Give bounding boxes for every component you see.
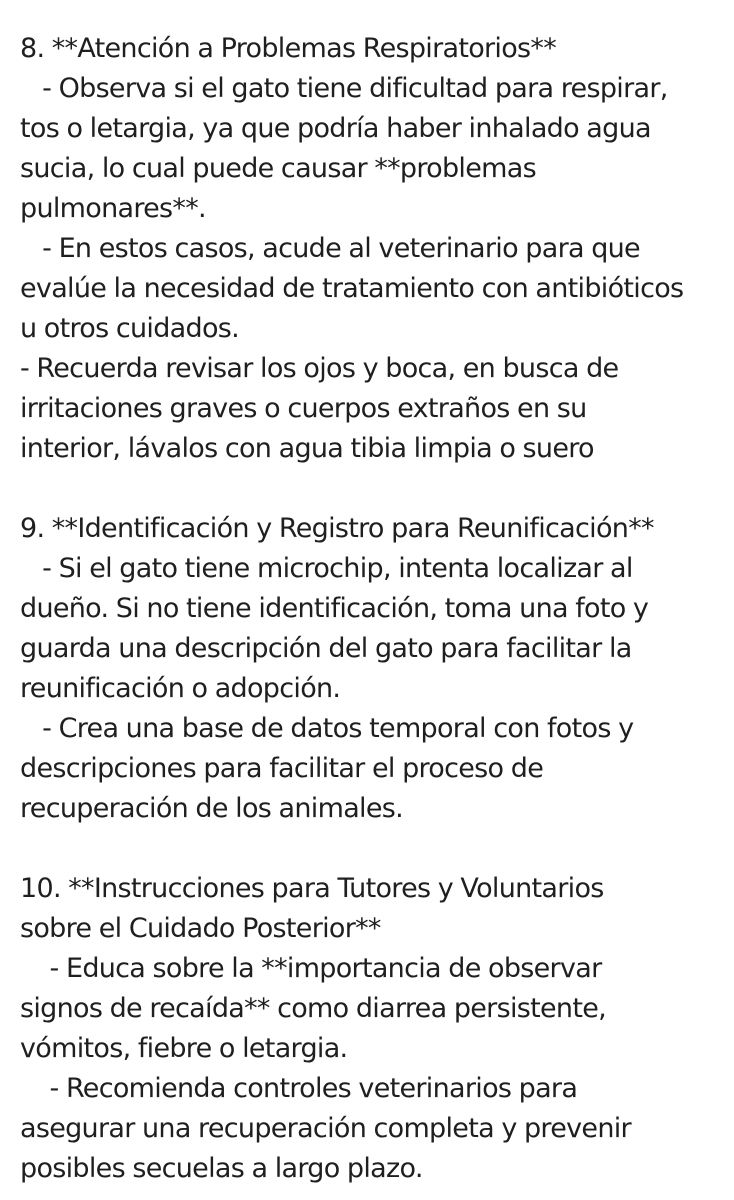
section-8-point-1-line-3: sucia, lo cual puede causar **problemas	[20, 153, 536, 184]
section-9-heading: 9. **Identificación y Registro para Reunificación**	[20, 513, 654, 544]
section-9-point-1-line-3: guarda una descripción del gato para facilitar la	[20, 633, 632, 664]
section-9-point-2-line-1: - Crea una base de datos temporal con fotos y	[20, 713, 634, 744]
document-text	[20, 29, 720, 1189]
section-10-heading-line-2: sobre el Cuidado Posterior**	[20, 913, 381, 944]
paragraph-gap	[20, 829, 720, 869]
section-9-point-1-line-1: - Si el gato tiene microchip, intenta localizar al	[20, 553, 633, 584]
paragraph-gap	[20, 469, 720, 509]
section-9-point-2-line-3: recuperación de los animales.	[20, 793, 404, 824]
section-9-point-1-line-2: dueño. Si no tiene identificación, toma una foto y	[20, 593, 649, 624]
section-10-point-1-line-1: - Educa sobre la **importancia de observar	[20, 953, 602, 984]
section-8-point-2-line-2: evalúe la necesidad de tratamiento con antibióticos	[20, 273, 684, 304]
section-9-point-2-line-2: descripciones para facilitar el proceso de	[20, 753, 544, 784]
section-10-point-2-line-1: - Recomienda controles veterinarios para	[20, 1073, 578, 1104]
section-10-point-1-line-2: signos de recaída** como diarrea persistente,	[20, 993, 606, 1024]
section-8-point-1-line-1: - Observa si el gato tiene dificultad para respirar,	[20, 73, 668, 104]
section-8-heading: 8. **Atención a Problemas Respiratorios**	[20, 33, 557, 64]
section-8-point-2-line-3: u otros cuidados.	[20, 313, 240, 344]
section-10-point-1-line-3: vómitos, fiebre o letargia.	[20, 1033, 348, 1064]
section-10-point-2-line-3: posibles secuelas a largo plazo.	[20, 1153, 423, 1184]
section-8-point-3-line-3: interior, lávalos con agua tibia limpia o suero	[20, 433, 594, 464]
section-8-point-1-line-4: pulmonares**.	[20, 193, 206, 224]
section-9-point-1-line-4: reunificación o adopción.	[20, 673, 341, 704]
section-10-point-2-line-2: asegurar una recuperación completa y prevenir	[20, 1113, 631, 1144]
section-8-point-3-line-1: - Recuerda revisar los ojos y boca, en busca de	[20, 353, 619, 384]
section-10-heading-line-1: 10. **Instrucciones para Tutores y Voluntarios	[20, 873, 604, 904]
section-8-point-3-line-2: irritaciones graves o cuerpos extraños en su	[20, 393, 587, 424]
section-8-point-1-line-2: tos o letargia, ya que podría haber inhalado agua	[20, 113, 651, 144]
section-8-point-2-line-1: - En estos casos, acude al veterinario para que	[20, 233, 640, 264]
